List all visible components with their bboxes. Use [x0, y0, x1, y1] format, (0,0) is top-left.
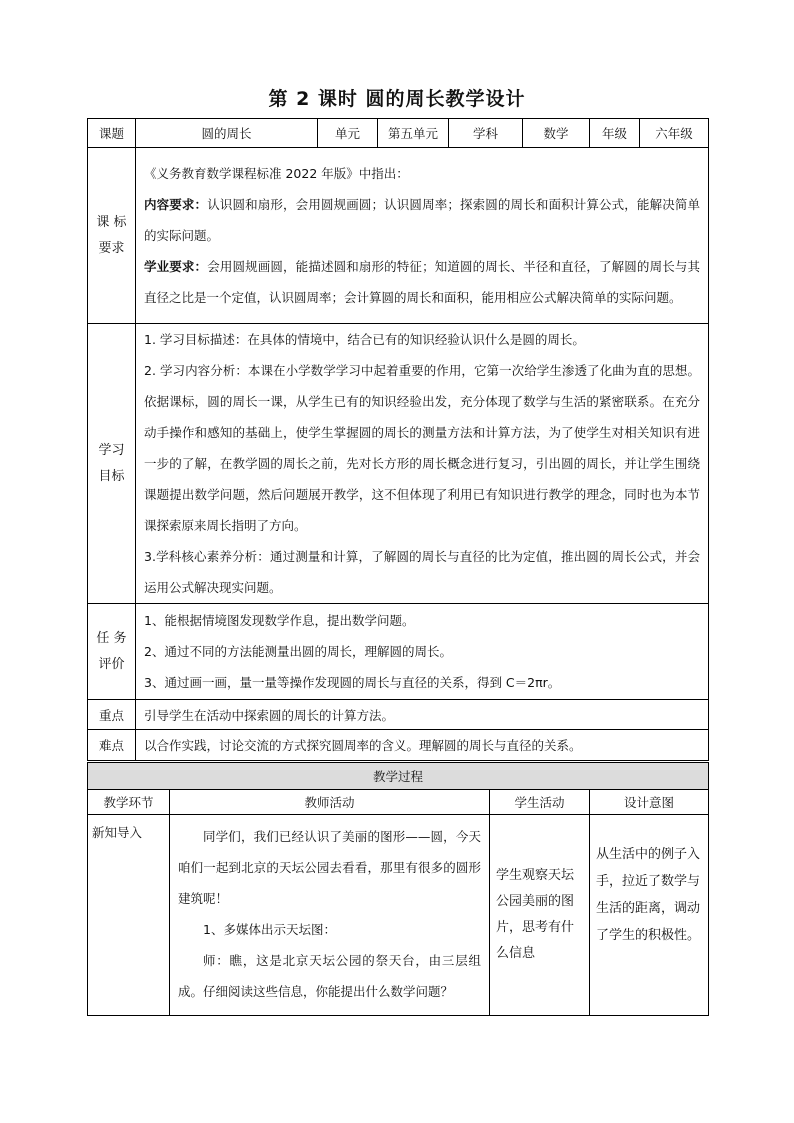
objectives-label: 学习 目标 [88, 324, 136, 604]
assessment-label: 任 务 评价 [88, 604, 136, 700]
page-title: 第 2 课时 圆的周长教学设计 [268, 88, 526, 110]
assessment-item: 3、通过画一画，量一量等操作发现圆的周长与直径的关系，得到 C＝2πr。 [144, 675, 561, 690]
column-header-stage: 教学环节 [88, 790, 170, 815]
column-header-student: 学生活动 [490, 790, 590, 815]
teacher-activity-cell: 同学们，我们已经认识了美丽的图形——圆，今天咱们一起到北京的天坛公园去看看，那里有很多的圆形建筑呢！ 1、多媒体出示天坛图： 师：瞧，这是北京天坛公园的祭天台，由三层组成。仔细阅读这些信息，你能提出什么数学问题？ [170, 815, 490, 1016]
topic-value: 圆的周长 [136, 119, 318, 148]
column-header-intent: 设计意图 [590, 790, 709, 815]
grade-label: 年级 [590, 119, 640, 148]
assessment-item: 1、能根据情境图发现数学作息，提出数学问题。 [144, 613, 415, 628]
lesson-info-table [87, 118, 709, 761]
key-point-text: 引导学生在活动中探索圆的周长的计算方法。 [136, 700, 709, 730]
unit-label: 单元 [318, 119, 378, 148]
key-point-label: 重点 [88, 700, 136, 730]
column-header-teacher: 教师活动 [170, 790, 490, 815]
design-intent-cell: 从生活中的例子入手，拉近了数学与生活的距离，调动了学生的积极性。 [590, 815, 709, 1016]
subject-label: 学科 [449, 119, 523, 148]
student-activity-cell: 学生观察天坛公园美丽的图片，思考有什么信息 [490, 815, 590, 1016]
stage-cell: 新知导入 [88, 815, 170, 1016]
standards-label: 课 标 要求 [88, 148, 136, 324]
objective-item: 3.学科核心素养分析：通过测量和计算，了解圆的周长与直径的比为定值，推出圆的周长公式，并会运用公式解决现实问题。 [144, 549, 700, 595]
objectives-cell [136, 324, 709, 604]
topic-label: 课题 [88, 119, 136, 148]
difficulty-text: 以合作实践，讨论交流的方式探究圆周率的含义。理解圆的周长与直径的关系。 [136, 730, 709, 761]
grade-value: 六年级 [640, 119, 709, 148]
teaching-process-table [87, 762, 709, 1016]
standards-cell [136, 148, 709, 324]
difficulty-label: 难点 [88, 730, 136, 761]
content-requirement: 内容要求：认识圆和扇形，会用圆规画圆；认识圆周率；探索圆的周长和面积计算公式，能解决简单的实际问题。 [144, 197, 700, 243]
standards-intro: 《义务教育数学课程标准 2022 年版》中指出： [144, 166, 409, 181]
assessment-item: 2、通过不同的方法能测量出圆的周长，理解圆的周长。 [144, 644, 452, 659]
academic-requirement: 学业要求：会用圆规画圆，能描述圆和扇形的特征；知道圆的周长、半径和直径，了解圆的周长与其直径之比是一个定值，认识圆周率；会计算圆的周长和面积，能用相应公式解决简单的实际问题。 [144, 259, 700, 305]
table-row [88, 815, 709, 1016]
objective-item: 2. 学习内容分析：本课在小学数学学习中起着重要的作用，它第一次给学生渗透了化曲为直的思想。依据课标，圆的周长一课，从学生已有的知识经验出发，充分体现了数学与生活的紧密联系。在充分动手操作和感知的基础上，使学生掌握圆的周长的测量方法和计算方法，为了使学生对相关知识有进一步的了解，在教学圆的周长之前，先对长方形的周长概念进行复习，引出圆的周长，并让学生围绕课题提出数学问题，然后问题展开教学，这不但体现了利用已有知识进行教学的理念，同时也为本节课探索原来周长指明了方向。 [144, 363, 700, 533]
unit-value: 第五单元 [378, 119, 449, 148]
subject-value: 数学 [523, 119, 590, 148]
objective-item: 1. 学习目标描述：在具体的情境中，结合已有的知识经验认识什么是圆的周长。 [144, 332, 585, 347]
assessment-cell [136, 604, 709, 700]
process-header: 教学过程 [88, 763, 709, 790]
